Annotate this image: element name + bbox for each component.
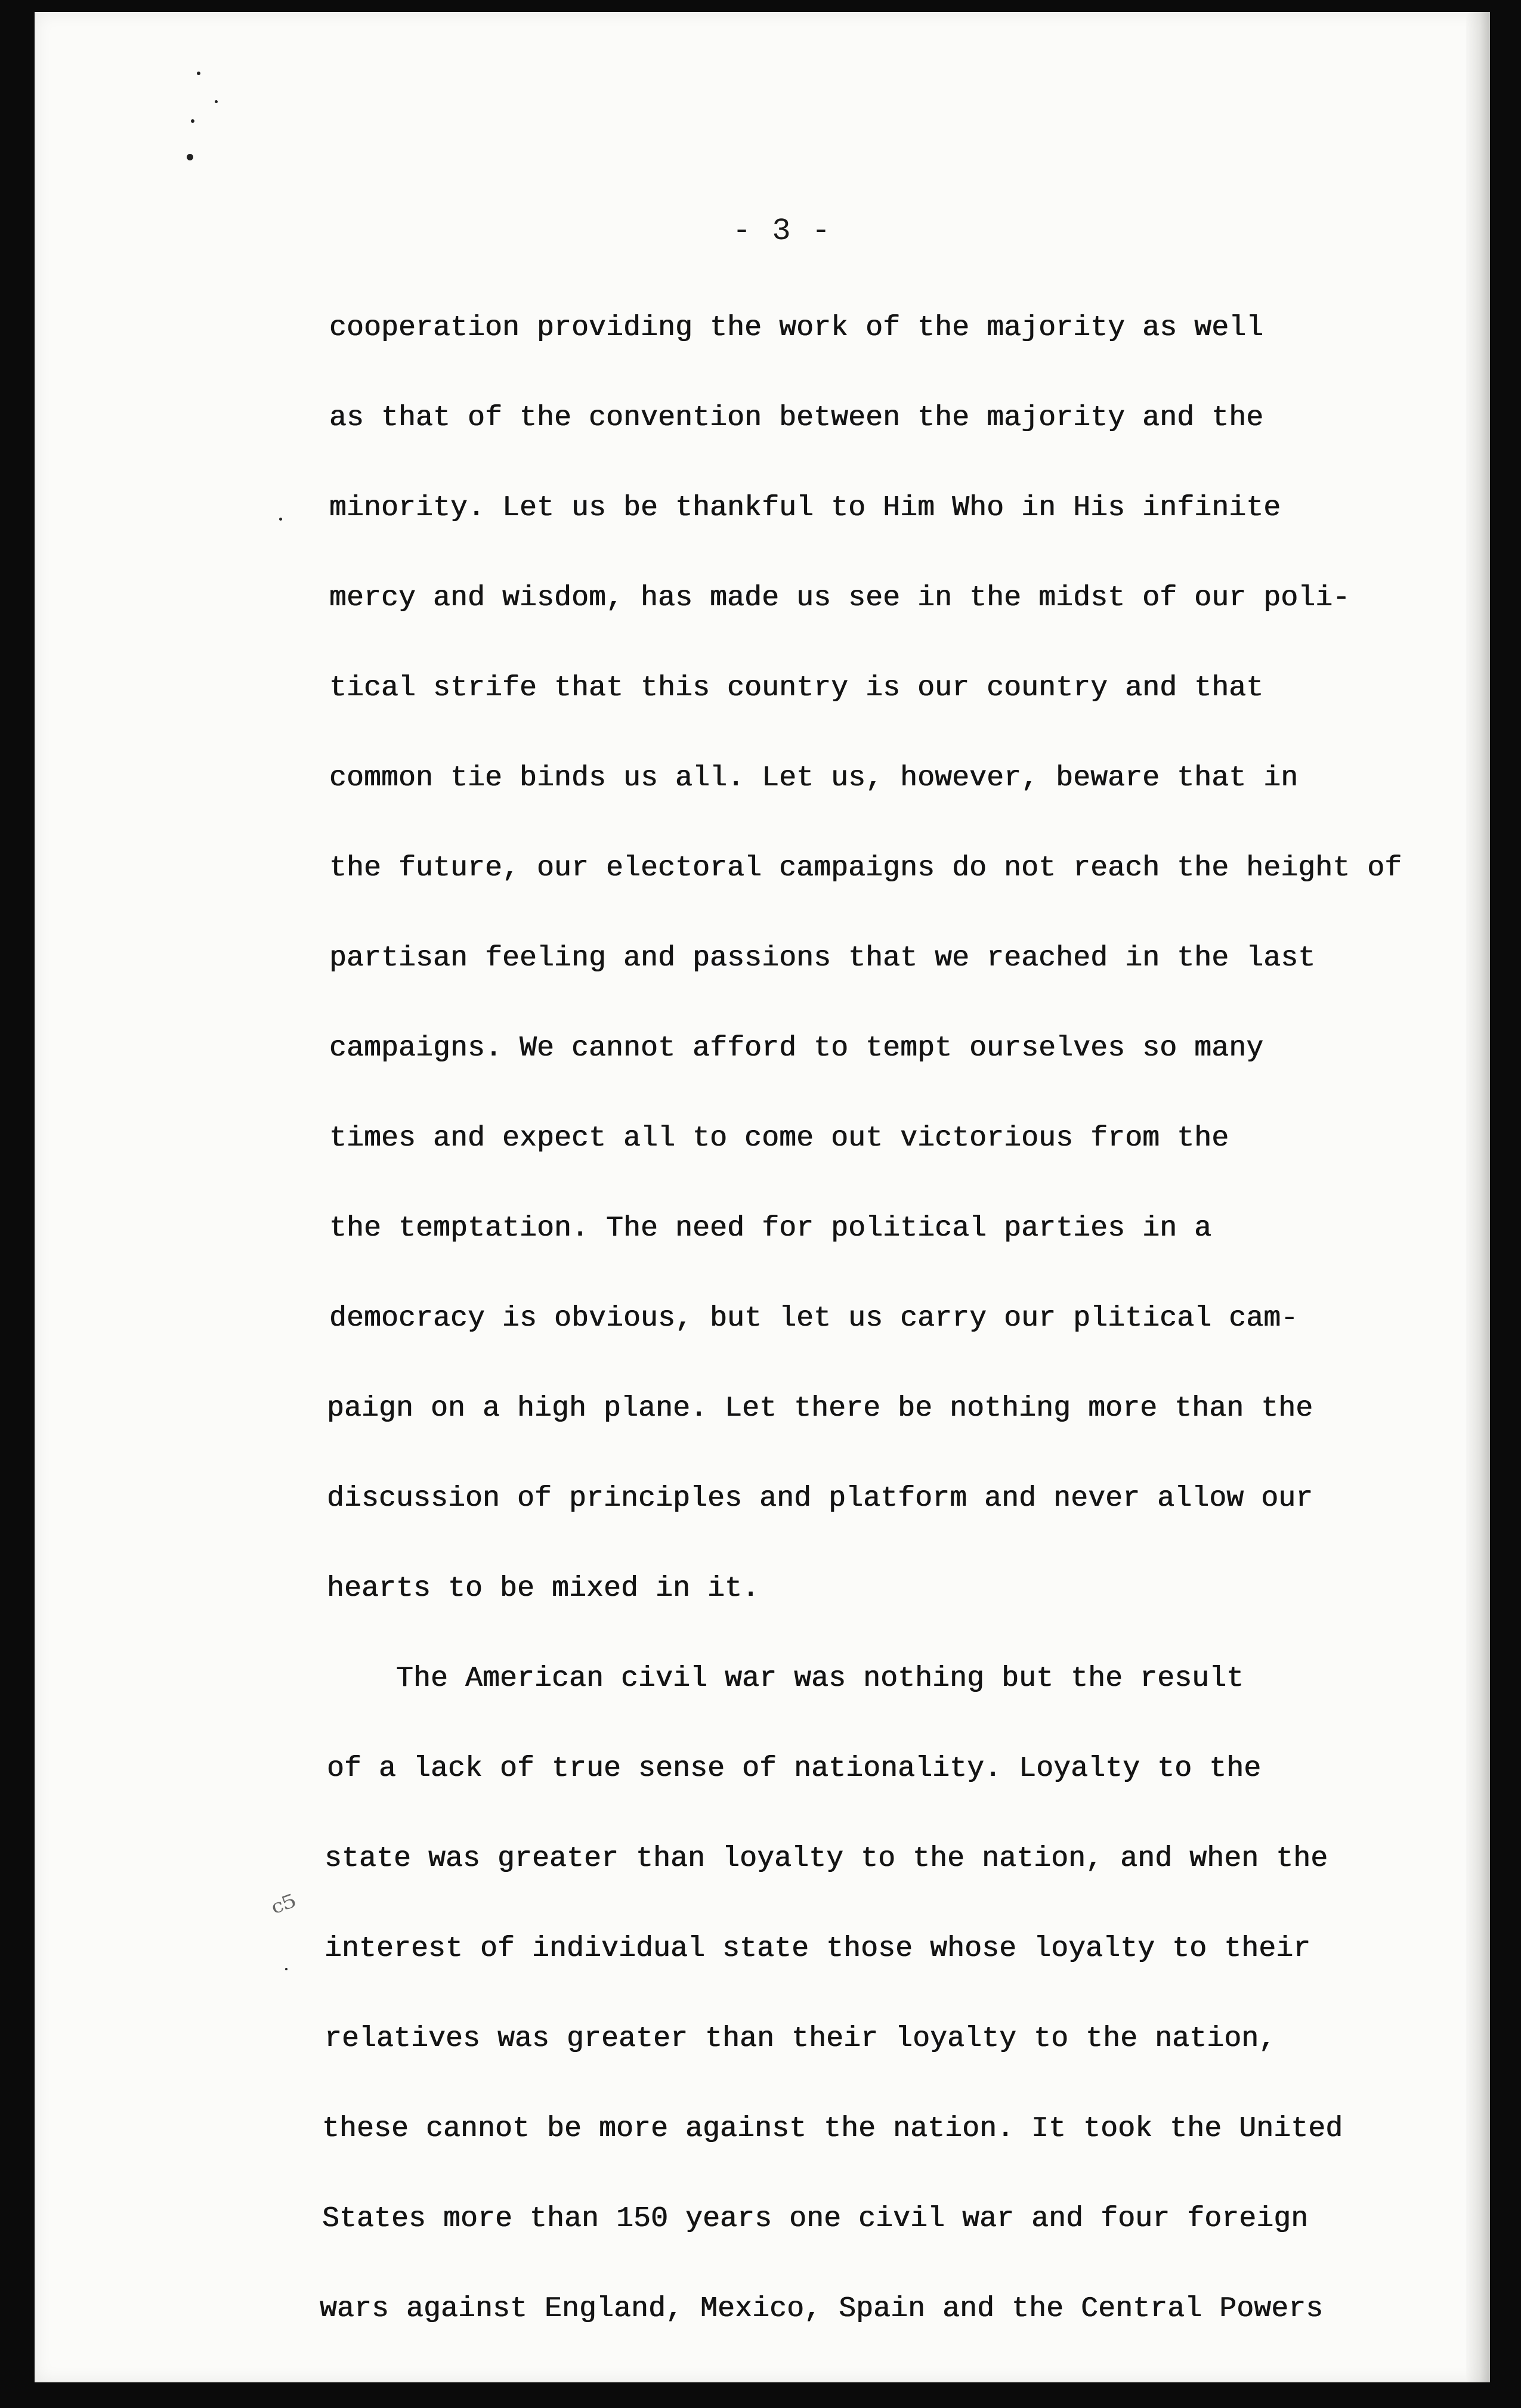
text-line: interest of individual state those whose loyalty to their xyxy=(324,1933,1311,1965)
handwritten-margin-mark: ᶜ⁵ xyxy=(267,1887,304,1933)
text-line: cooperation providing the work of the majority as well xyxy=(329,312,1264,344)
text-line: times and expect all to come out victorious from the xyxy=(329,1122,1229,1155)
text-line: the future, our electoral campaigns do not reach the height of xyxy=(329,852,1402,884)
text-line: The American civil war was nothing but the result xyxy=(327,1663,1244,1695)
text-line: minority. Let us be thankful to Him Who in His infinite xyxy=(329,492,1281,524)
text-line: discussion of principles and platform and never allow our xyxy=(327,1482,1313,1515)
paper-sheet xyxy=(35,12,1490,2382)
page-edge-shadow xyxy=(1466,12,1490,2382)
text-line: common tie binds us all. Let us, however, beware that in xyxy=(329,762,1299,794)
text-line: States more than 150 years one civil war and four foreign xyxy=(322,2203,1309,2235)
text-line: as that of the convention between the majority and the xyxy=(329,402,1264,434)
text-line: campaigns. We cannot afford to tempt ourselves so many xyxy=(329,1032,1264,1064)
page-number: - 3 - xyxy=(732,213,832,249)
text-line: paign on a high plane. Let there be nothing more than the xyxy=(327,1392,1313,1425)
text-line: wars against England, Mexico, Spain and the Central Powers xyxy=(320,2293,1324,2325)
text-line: of a lack of true sense of nationality. Loyalty to the xyxy=(327,1753,1262,1785)
text-line: partisan feeling and passions that we reached in the last xyxy=(329,942,1316,974)
text-line: democracy is obvious, but let us carry our plitical cam- xyxy=(329,1302,1299,1335)
text-line: these cannot be more against the nation. It took the United xyxy=(322,2113,1343,2145)
text-line: relatives was greater than their loyalty to the nation, xyxy=(324,2023,1276,2055)
text-line: state was greater than loyalty to the nation, and when the xyxy=(324,1843,1328,1875)
text-line: tical strife that this country is our country and that xyxy=(329,672,1264,704)
text-line: the temptation. The need for political parties in a xyxy=(329,1212,1212,1245)
text-line: mercy and wisdom, has made us see in the midst of our poli- xyxy=(329,582,1350,614)
text-line: hearts to be mixed in it. xyxy=(327,1573,760,1605)
